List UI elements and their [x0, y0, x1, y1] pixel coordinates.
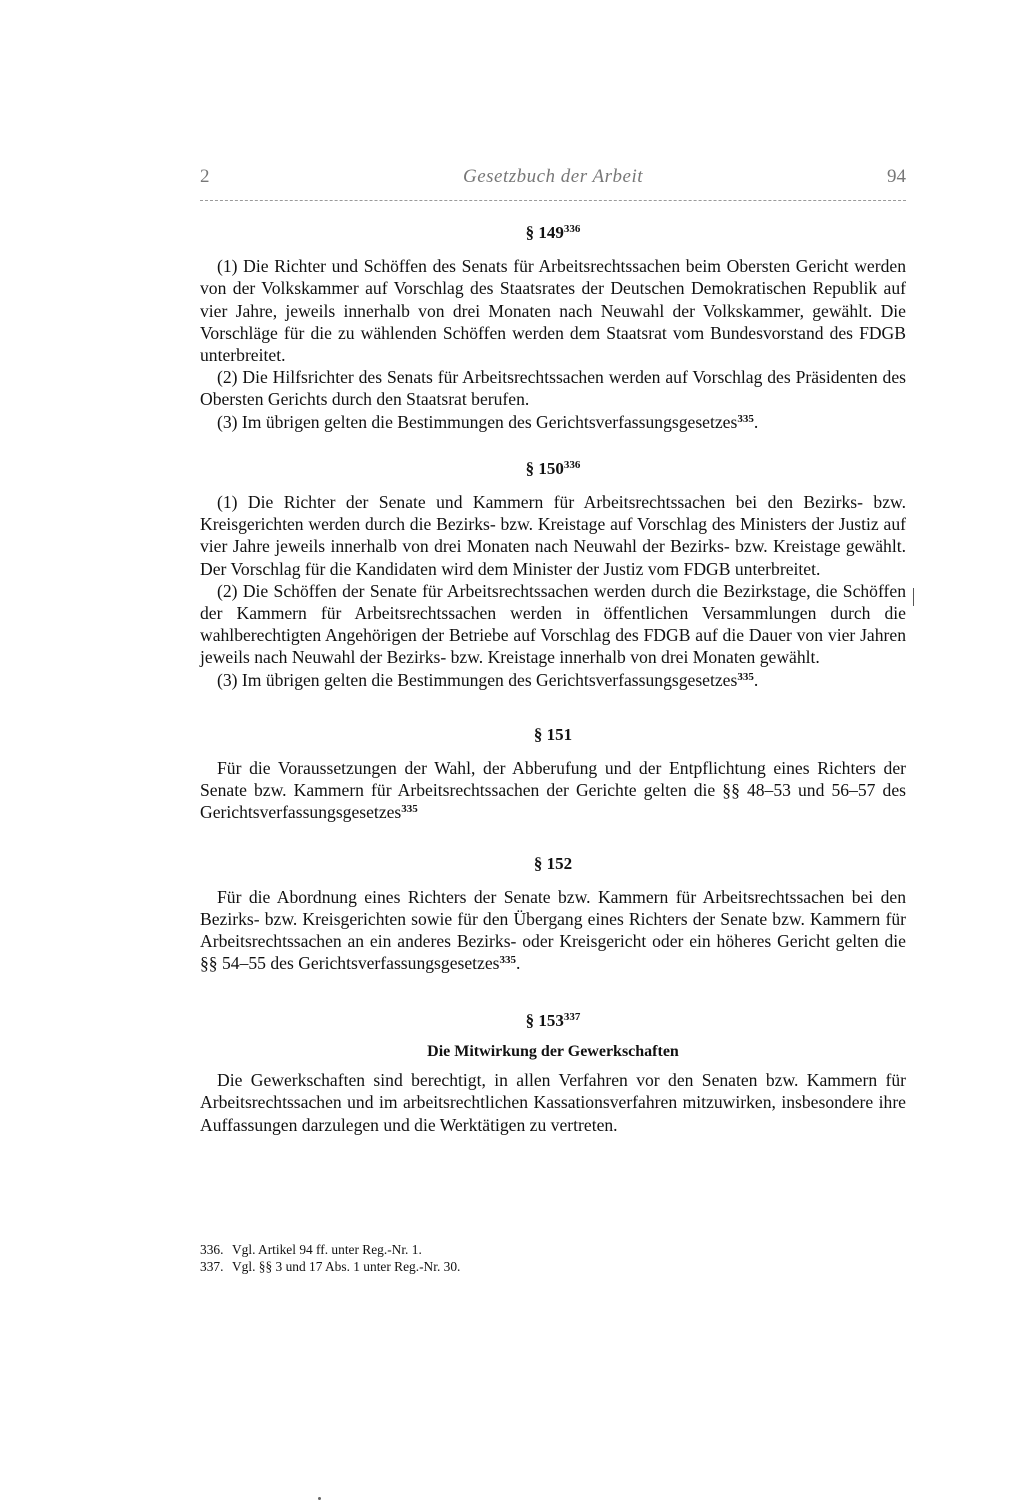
section-heading: § 152 — [533, 853, 573, 873]
section-152 — [200, 853, 906, 975]
footnote-ref: 335 — [737, 670, 754, 683]
footnote-ref: 336 — [563, 223, 581, 235]
footnote-ref: 337 — [563, 1010, 581, 1023]
section-heading: § $153^{337}$ — [525, 1010, 581, 1030]
paragraph: (3) Im übrigen gelten die Bestimmungen des Gerichtsverfassungsgesetzes$^{335}$. — [217, 411, 759, 432]
footnote-ref: 335 — [499, 954, 517, 967]
margin-mark — [913, 588, 914, 606]
footnotes — [200, 1241, 700, 1275]
paragraph: (2) Die Schöffen der Senate für Arbeitsrechtssachen werden durch die Bezirkstage, die Schöffen der Kammern für Arbeitsrechtssachen werden in öffentlichen Versammlungen durch die wahlberechtigten Angehörigen der Betriebe auf Vorschlag des FDGB auf die Dauer von vier Jahren jeweils nach Neuwahl der Bezirks- bzw. Kreistage innerhalb von drei Monaten gewählt. — [200, 580, 906, 668]
running-header — [200, 166, 906, 194]
scan-speck — [318, 1497, 321, 1500]
paragraph: (2) Die Hilfsrichter des Senats für Arbeitsrechtssachen werden auf Vorschlag des Präsidenten des Obersten Gerichts durch den Staatsrat berufen. — [200, 367, 906, 410]
section-subtitle: Die Mitwirkung der Gewerkschaften — [427, 1042, 679, 1060]
footnote: 336. Vgl. Artikel 94 ff. unter Reg.-Nr. 1. — [200, 1242, 422, 1257]
footnote-ref: 336 — [563, 458, 581, 471]
footnote-ref: 335 — [401, 803, 418, 816]
section-heading: § $150^{336}$ — [525, 458, 581, 478]
paragraph: (3) Im übrigen gelten die Bestimmungen des Gerichtsverfassungsgesetzes$^{335}$. — [217, 669, 759, 690]
section-heading: § 151 — [533, 724, 573, 744]
header-title: Gesetzbuch der Arbeit — [462, 166, 644, 187]
header-left-mark: 2 — [200, 166, 210, 187]
header-rule — [200, 200, 906, 201]
section-heading: § $149^{336}$ — [525, 223, 581, 242]
section-153 — [200, 1010, 906, 1136]
footnote-ref: 335 — [737, 412, 754, 425]
page-number: 94 — [887, 166, 906, 187]
section-149 — [200, 222, 906, 433]
paragraph: Die Gewerkschaften sind berechtigt, in allen Verfahren vor den Senaten bzw. Kammern für Arbeitsrechtssachen und im arbeitsrechtlichen Kassationsverfahren mitzuwirken, insbesondere ihre Auffassungen darzulegen und die Werktätigen zu vertreten. — [200, 1070, 906, 1135]
paragraph: Für die Voraussetzungen der Wahl, der Abberufung und der Entpflichtung eines Richters der Senate bzw. Kammern für Arbeitsrechtssachen der Gerichte gelten die §§ 48–53 und 56–57 des Gerichtsverfassungsgesetzes$^{335}$ — [200, 758, 906, 823]
footnote: 337. Vgl. §§ 3 und 17 Abs. 1 unter Reg.-Nr. 30. — [200, 1259, 461, 1274]
paragraph: (1) Die Richter der Senate und Kammern für Arbeitsrechtssachen bei den Bezirks- bzw. Kreisgerichten werden durch die Bezirks- bzw. Kreistage auf Vorschlag des Ministers der Justiz auf vier Jahre jeweils innerhalb von drei Monaten nach Neuwahl der Bezirks- bzw. Kreistage gewählt. Der Vorschlag für die Kandidaten wird dem Minister der Justiz vom FDGB unterbreitet. — [200, 492, 906, 579]
body-text — [200, 222, 906, 1136]
section-151 — [200, 724, 906, 824]
paragraph: (1) Die Richter und Schöffen des Senats für Arbeitsrechtssachen beim Obersten Gericht werden von der Volkskammer auf Vorschlag des Staatsrates der Deutschen Demokratischen Republik auf vier Jahre, jeweils innerhalb von drei Monaten nach Neuwahl der Volkskammer, gewählt. Die Vorschläge für die zu wählenden Schöffen werden dem Staatsrat vom Bundesvorstand des FDGB unterbreitet. — [200, 256, 906, 366]
section-150 — [200, 458, 906, 691]
paragraph: Für die Abordnung eines Richters der Senate bzw. Kammern für Arbeitsrechtssachen bei den Bezirks- bzw. Kreisgerichten sowie für den Übergang eines Richters der Senate bzw. Kammern für Arbeitsrechtssachen an ein anderes Bezirks- oder Kreisgericht oder ein höheres Gericht gelten die §§ 54–55 des Gerichtsverfassungsgesetzes$^{335}$. — [200, 886, 906, 974]
